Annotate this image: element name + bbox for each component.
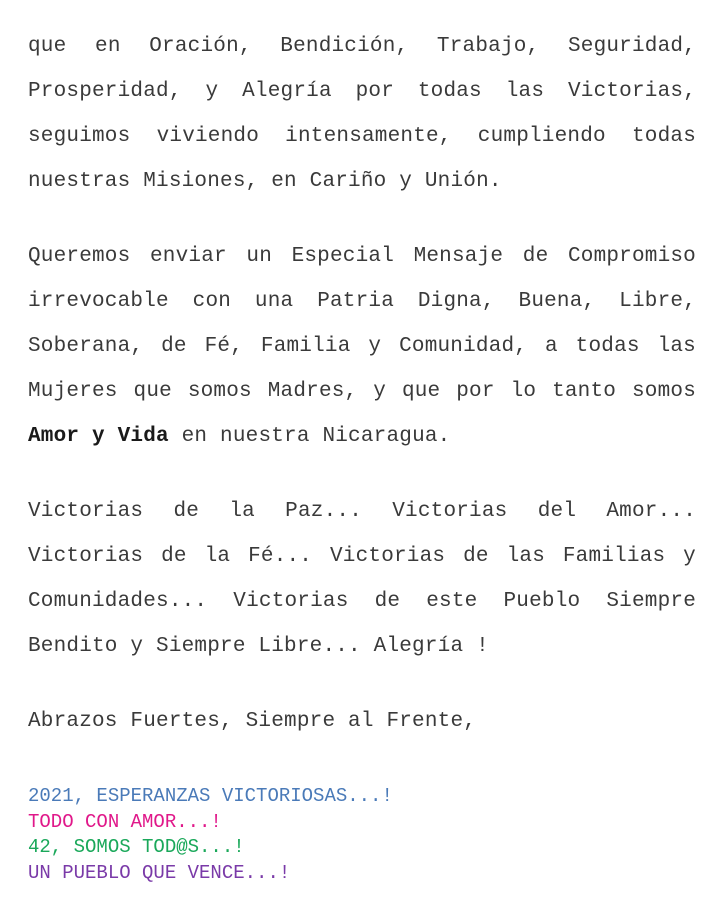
commitment-bold-phrase: Amor y Vida [28,425,169,448]
slogan-line: UN PUEBLO QUE VENCE...! [28,861,291,884]
slogan-line: TODO CON AMOR...! [28,810,222,833]
slogans-block [28,784,696,886]
commitment-text-start: Queremos enviar un Especial Mensaje de Compromiso irrevocable con una Patria Digna, Buena, Libre, Soberana, de Fé, Familia y Comunidad, a todas las Mujeres que somos Madres, y que por lo tanto somos [28,245,696,403]
paragraph-commitment [28,234,696,459]
document-body [28,24,696,886]
paragraph-victories: Victorias de la Paz... Victorias del Amor... Victorias de la Fé... Victorias de las Familias y Comunidades... Victorias de este Pueblo Siempre Bendito y Siempre Libre... Alegría ! [28,500,696,658]
paragraph-prayer: que en Oración, Bendición, Trabajo, Seguridad, Prosperidad, y Alegría por todas las Victorias, seguimos viviendo intensamente, cumpliendo todas nuestras Misiones, en Cariño y Unión. [28,35,696,193]
slogan-line: 2021, ESPERANZAS VICTORIOSAS...! [28,785,393,807]
closing-line: Abrazos Fuertes, Siempre al Frente, [28,710,477,733]
slogan-line: 42, SOMOS TOD@S...! [28,836,245,858]
commitment-text-end: en nuestra Nicaragua. [168,425,451,448]
